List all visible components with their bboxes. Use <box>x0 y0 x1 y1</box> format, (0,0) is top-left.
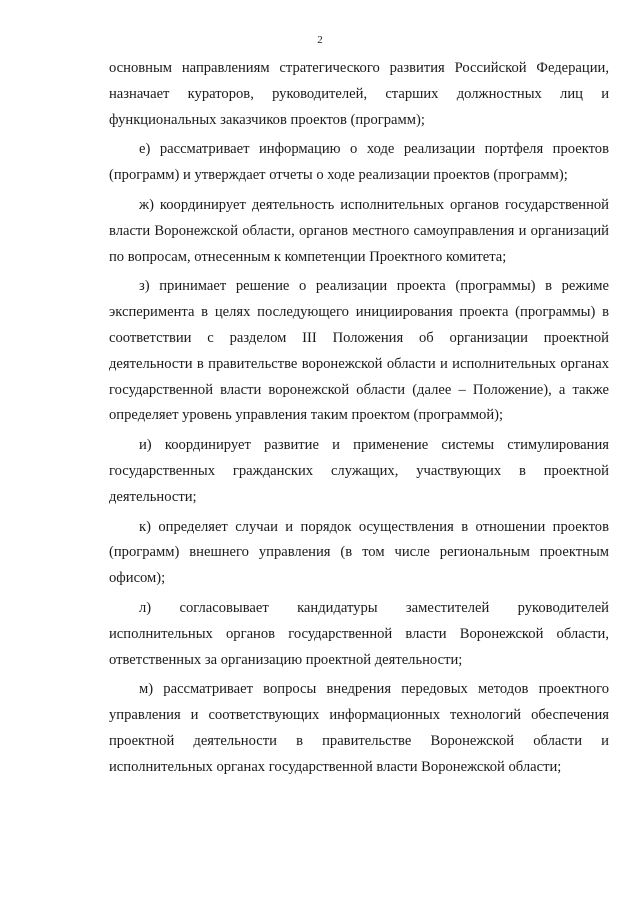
paragraph-item-zh: ж) координирует деятельность исполнительных органов государственной власти Воронежской области, органов местного самоуправления и организаций по вопросам, отнесенным к компетенции Проектного комитета; <box>109 196 609 265</box>
paragraph-item-i: и) координирует развитие и применение системы стимулирования государственных гражданских служащих, участвующих в проектной деятельности; <box>109 437 609 505</box>
paragraph-continuation: основным направлениям стратегического развития Российской Федерации, назначает кураторов, руководителей, старших должностных лиц и функциональных заказчиков проектов (программ); <box>109 60 609 128</box>
paragraph-item-e: е) рассматривает информацию о ходе реализации портфеля проектов (программ) и утверждает отчеты о ходе реализации проектов (программ); <box>109 141 609 184</box>
paragraph-item-m: м) рассматривает вопросы внедрения передовых методов проектного управления и соответствующих информационных технологий обеспечения проектной деятельности в правительстве Воронежской области и исполнительных органах государственной власти Воронежской области; <box>109 681 609 775</box>
document-body <box>109 56 609 781</box>
paragraph-item-k: к) определяет случаи и порядок осуществления в отношении проектов (программ) внешнего управления (в том числе региональным проектным офисом); <box>109 518 609 587</box>
paragraph-item-z: з) принимает решение о реализации проекта (программы) в режиме эксперимента в целях последующего инициирования проекта (программы) в соответствии с разделом III Положения об организации проектной деятельности в правительстве воронежской области и исполнительных органах государственной власти воронежской области (далее – Положение), а также определяет уровень управления таким проектом (программой); <box>109 278 609 424</box>
page-number: 2 <box>317 34 323 46</box>
paragraph-item-l: л) согласовывает кандидатуры заместителей руководителей исполнительных органов государственной власти Воронежской области, ответственных за организацию проектной деятельности; <box>109 599 609 668</box>
